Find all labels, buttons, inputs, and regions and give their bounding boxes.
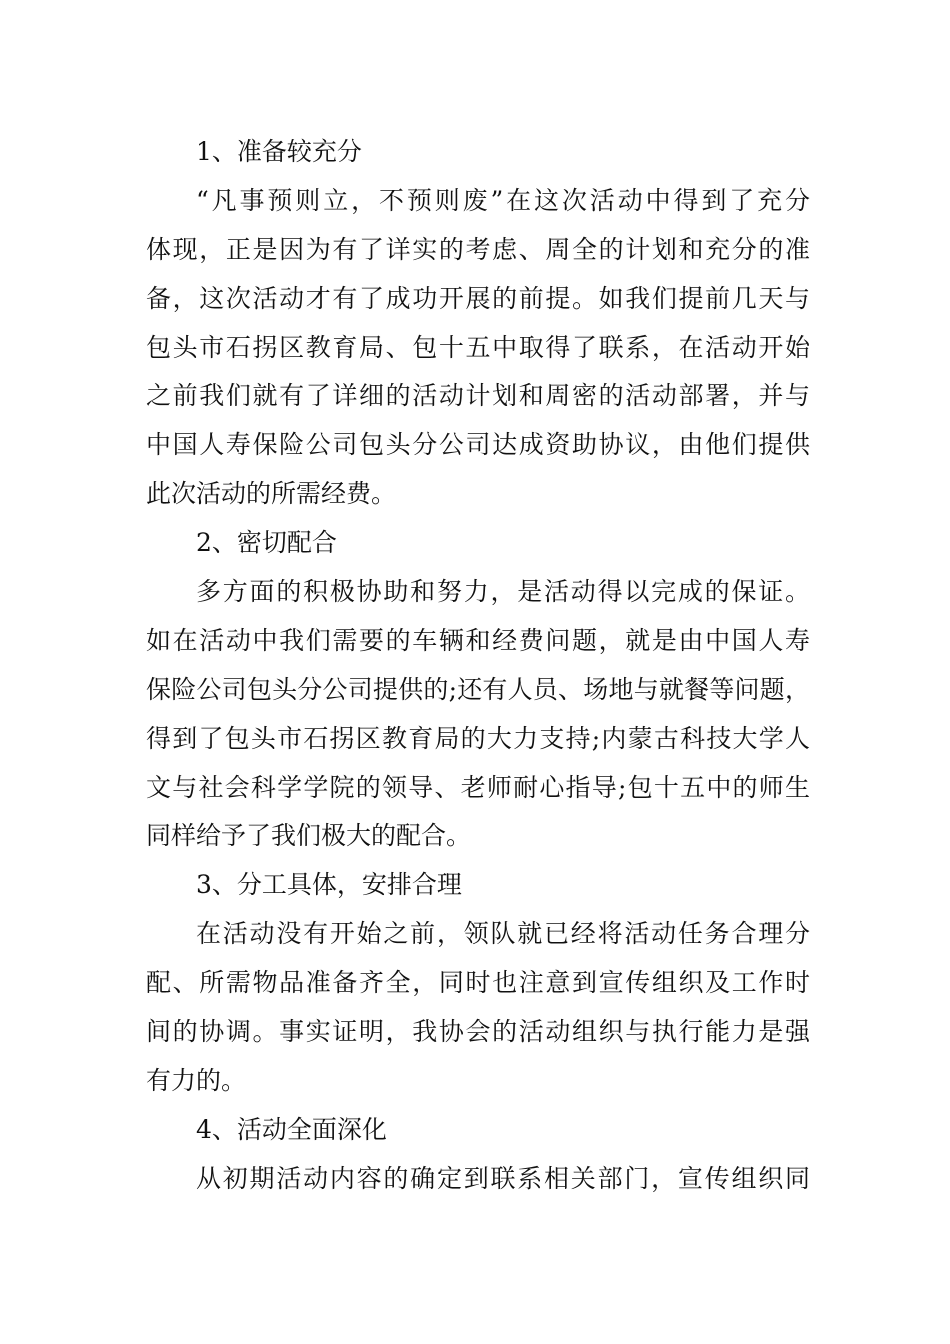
section-heading-3: 3、分工具体，安排合理 (196, 870, 462, 900)
paragraph-line: 间的协调。事实证明，我协会的活动组织与执行能力是强 (146, 1017, 810, 1047)
paragraph-line: 备，这次活动才有了成功开展的前提。如我们提前几天与 (146, 283, 810, 313)
paragraph-line: 保险公司包头分公司提供的;还有人员、场地与就餐等问题， (146, 674, 810, 704)
paragraph-line: 在活动没有开始之前，领队就已经将活动任务合理分 (196, 919, 810, 949)
section-heading-1: 1、准备较充分 (196, 137, 362, 166)
paragraph-line: 有力的。 (146, 1065, 247, 1095)
paragraph-line: 包头市石拐区教育局、包十五中取得了联系，在活动开始 (146, 332, 810, 362)
paragraph-line: 中国人寿保险公司包头分公司达成资助协议，由他们提供 (146, 430, 810, 460)
paragraph-line: 从初期活动内容的确定到联系相关部门，宣传组织同 (196, 1163, 810, 1193)
paragraph-line: “凡事预则立，不预则废”在这次活动中得到了充分 (196, 185, 810, 215)
paragraph-line: 多方面的积极协助和努力，是活动得以完成的保证。 (196, 577, 810, 607)
paragraph-line: 配、所需物品准备齐全，同时也注意到宣传组织及工作时 (146, 968, 810, 998)
paragraph-line: 之前我们就有了详细的活动计划和周密的活动部署，并与 (146, 381, 810, 411)
paragraph-line: 此次活动的所需经费。 (146, 479, 397, 509)
document-body (146, 128, 810, 1204)
paragraph-line: 文与社会科学学院的领导、老师耐心指导;包十五中的师生 (146, 772, 810, 802)
paragraph-line: 体现，正是因为有了详实的考虑、周全的计划和充分的准 (146, 234, 810, 264)
paragraph-line: 得到了包头市石拐区教育局的大力支持;内蒙古科技大学人 (146, 723, 810, 753)
section-heading-2: 2、密切配合 (196, 528, 337, 558)
paragraph-line: 如在活动中我们需要的车辆和经费问题，就是由中国人寿 (146, 625, 810, 655)
section-heading-4: 4、活动全面深化 (196, 1114, 387, 1144)
paragraph-line: 同样给予了我们极大的配合。 (146, 821, 472, 851)
